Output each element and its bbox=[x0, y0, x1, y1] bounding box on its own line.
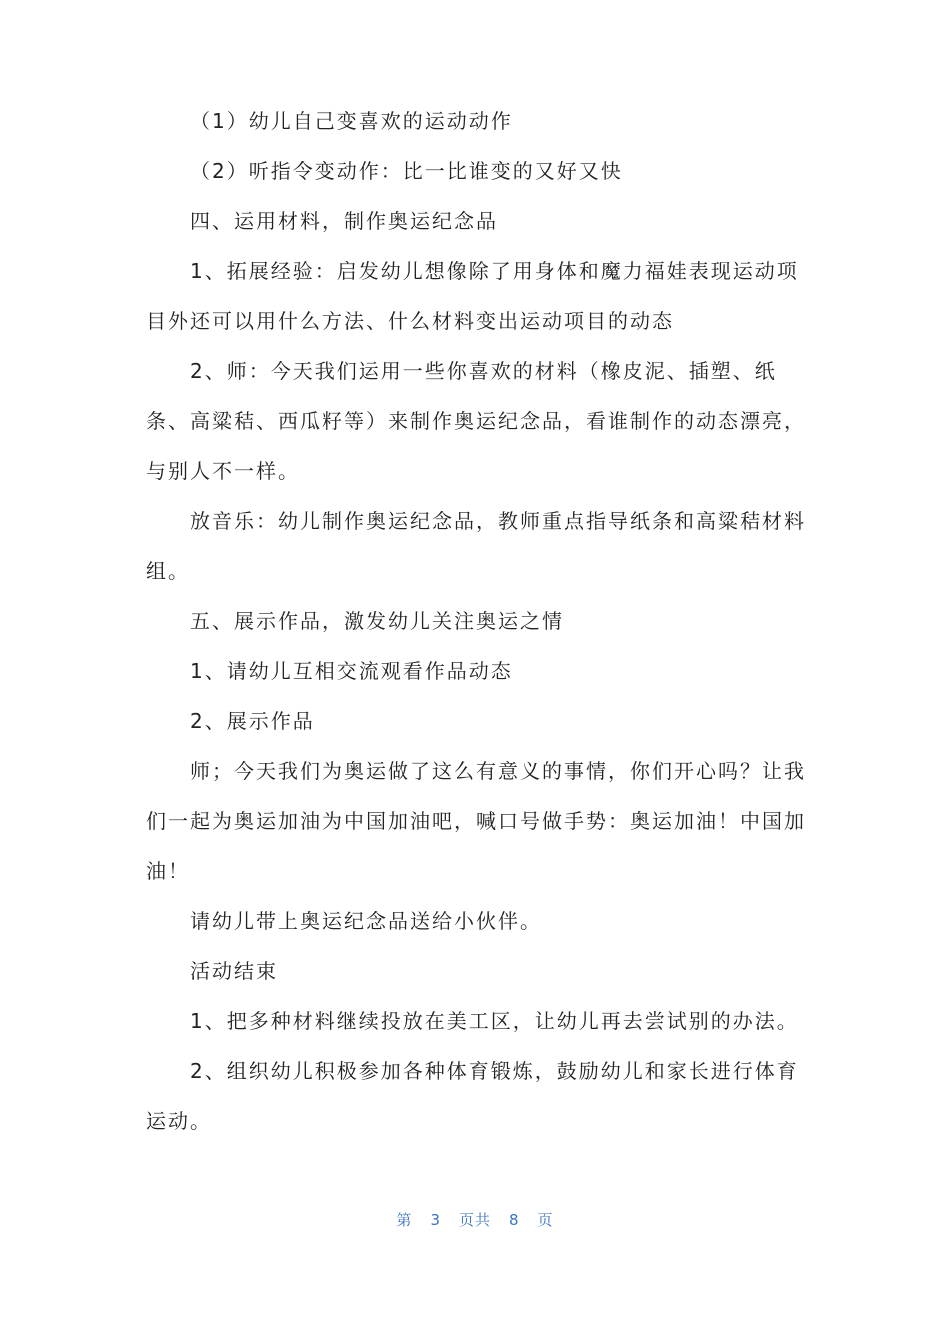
section-heading-5: 五、展示作品，激发幼儿关注奥运之情 bbox=[190, 609, 564, 633]
paragraph-1: （1）幼儿自己变喜欢的运动动作 bbox=[190, 109, 513, 133]
paragraph-3: 1、拓展经验：启发幼儿想像除了用身体和魔力福娃表现运动项目外还可以用什么方法、什么材料变出运动项目的动态 bbox=[146, 259, 799, 333]
footer-total-pages: 8 bbox=[509, 1211, 520, 1229]
paragraph-5: 放音乐：幼儿制作奥运纪念品，教师重点指导纸条和高粱秸材料组。 bbox=[146, 509, 806, 583]
footer-middle: 页共 bbox=[458, 1211, 491, 1229]
paragraph-9: 请幼儿带上奥运纪念品送给小伙伴。 bbox=[190, 909, 542, 933]
footer-prefix: 第 bbox=[396, 1211, 413, 1229]
paragraph-2: （2）听指令变动作：比一比谁变的又好又快 bbox=[190, 159, 623, 183]
document-body bbox=[146, 96, 806, 1146]
paragraph-4: 2、师：今天我们运用一些你喜欢的材料（橡皮泥、插塑、纸条、高粱秸、西瓜籽等）来制作奥运纪念品，看谁制作的动态漂亮，与别人不一样。 bbox=[146, 359, 806, 483]
section-heading-4: 四、运用材料，制作奥运纪念品 bbox=[190, 209, 498, 233]
paragraph-11: 2、组织幼儿积极参加各种体育锻炼，鼓励幼儿和家长进行体育运动。 bbox=[146, 1059, 799, 1133]
paragraph-7: 2、展示作品 bbox=[190, 709, 315, 733]
paragraph-6: 1、请幼儿互相交流观看作品动态 bbox=[190, 659, 513, 683]
paragraph-10: 1、把多种材料继续投放在美工区，让幼儿再去尝试别的办法。 bbox=[190, 1009, 799, 1033]
paragraph-8: 师；今天我们为奥运做了这么有意义的事情，你们开心吗？让我们一起为奥运加油为中国加油吧，喊口号做手势：奥运加油！中国加油！ bbox=[146, 759, 806, 883]
footer-suffix: 页 bbox=[537, 1211, 554, 1229]
activity-end-heading: 活动结束 bbox=[190, 959, 278, 983]
footer-current-page: 3 bbox=[430, 1211, 441, 1229]
page-footer bbox=[0, 1208, 950, 1232]
